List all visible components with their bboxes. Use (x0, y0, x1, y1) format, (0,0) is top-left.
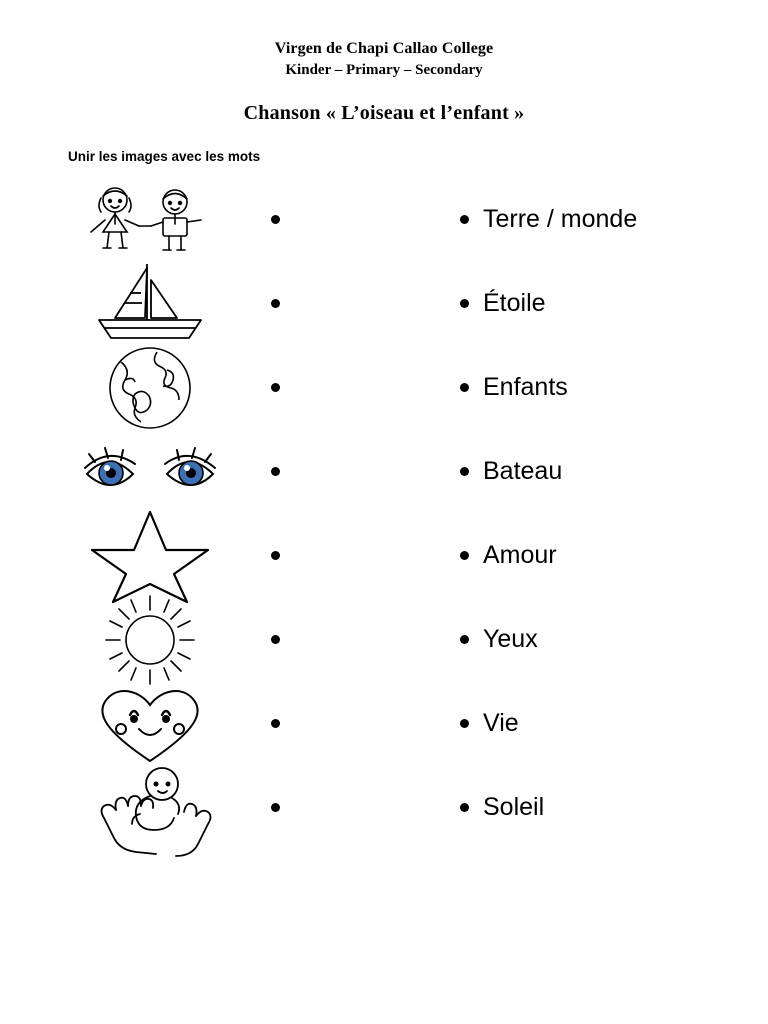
match-dot-left[interactable] (230, 635, 320, 644)
bullet-dot (271, 467, 280, 476)
page-title: Chanson « L’oiseau et l’enfant » (243, 101, 525, 124)
picture-cell (70, 682, 230, 766)
page-header (0, 0, 768, 125)
table-row (0, 598, 768, 682)
bullet-dot (271, 215, 280, 224)
match-dot-right[interactable] (460, 635, 469, 644)
match-dot-right[interactable] (460, 551, 469, 560)
bullet-dot (271, 719, 280, 728)
word-cell[interactable] (460, 625, 538, 654)
table-row (0, 682, 768, 766)
word-cell[interactable] (460, 709, 519, 738)
school-name: Virgen de Chapi Callao College (274, 40, 494, 57)
match-dot-right[interactable] (460, 803, 469, 812)
word-cell[interactable] (460, 289, 546, 318)
word-cell[interactable] (460, 373, 568, 402)
match-dot-left[interactable] (230, 215, 320, 224)
match-dot-right[interactable] (460, 215, 469, 224)
matching-exercise (0, 178, 768, 938)
match-dot-right[interactable] (460, 719, 469, 728)
picture-cell (70, 262, 230, 346)
school-levels: Kinder – Primary – Secondary (285, 61, 483, 78)
word-label: Terre / monde (483, 205, 638, 234)
word-label: Vie (483, 709, 519, 738)
baby-in-hands-icon (80, 758, 220, 858)
sailboat-icon (85, 258, 215, 350)
match-dot-left[interactable] (230, 383, 320, 392)
match-dot-left[interactable] (230, 299, 320, 308)
heart-face-icon (85, 679, 215, 769)
match-dot-left[interactable] (230, 803, 320, 812)
bullet-dot (271, 551, 280, 560)
picture-cell (70, 430, 230, 514)
table-row (0, 178, 768, 262)
match-dot-left[interactable] (230, 719, 320, 728)
earth-globe-icon (95, 342, 205, 434)
table-row (0, 766, 768, 850)
picture-cell (70, 346, 230, 430)
picture-cell (70, 178, 230, 262)
word-label: Bateau (483, 457, 563, 486)
match-dot-right[interactable] (460, 467, 469, 476)
match-dot-right[interactable] (460, 299, 469, 308)
word-label: Amour (483, 541, 557, 570)
table-row (0, 262, 768, 346)
bullet-dot (271, 383, 280, 392)
bullet-dot (271, 803, 280, 812)
picture-cell (70, 598, 230, 682)
picture-cell (70, 514, 230, 598)
children-icon (75, 180, 225, 260)
word-cell[interactable] (460, 793, 544, 822)
word-label: Enfants (483, 373, 568, 402)
word-cell[interactable] (460, 205, 637, 234)
match-dot-left[interactable] (230, 551, 320, 560)
word-cell[interactable] (460, 541, 557, 570)
bullet-dot (271, 635, 280, 644)
eyes-icon (75, 440, 225, 504)
instruction-text: Unir les images avec les mots (68, 148, 261, 164)
word-label: Soleil (483, 793, 545, 822)
table-row (0, 346, 768, 430)
sun-icon (90, 590, 210, 690)
word-label: Étoile (483, 289, 546, 318)
match-dot-left[interactable] (230, 467, 320, 476)
word-label: Yeux (483, 625, 538, 654)
bullet-dot (271, 299, 280, 308)
match-dot-right[interactable] (460, 383, 469, 392)
table-row (0, 514, 768, 598)
word-cell[interactable] (460, 457, 562, 486)
picture-cell (70, 766, 230, 850)
table-row (0, 430, 768, 514)
